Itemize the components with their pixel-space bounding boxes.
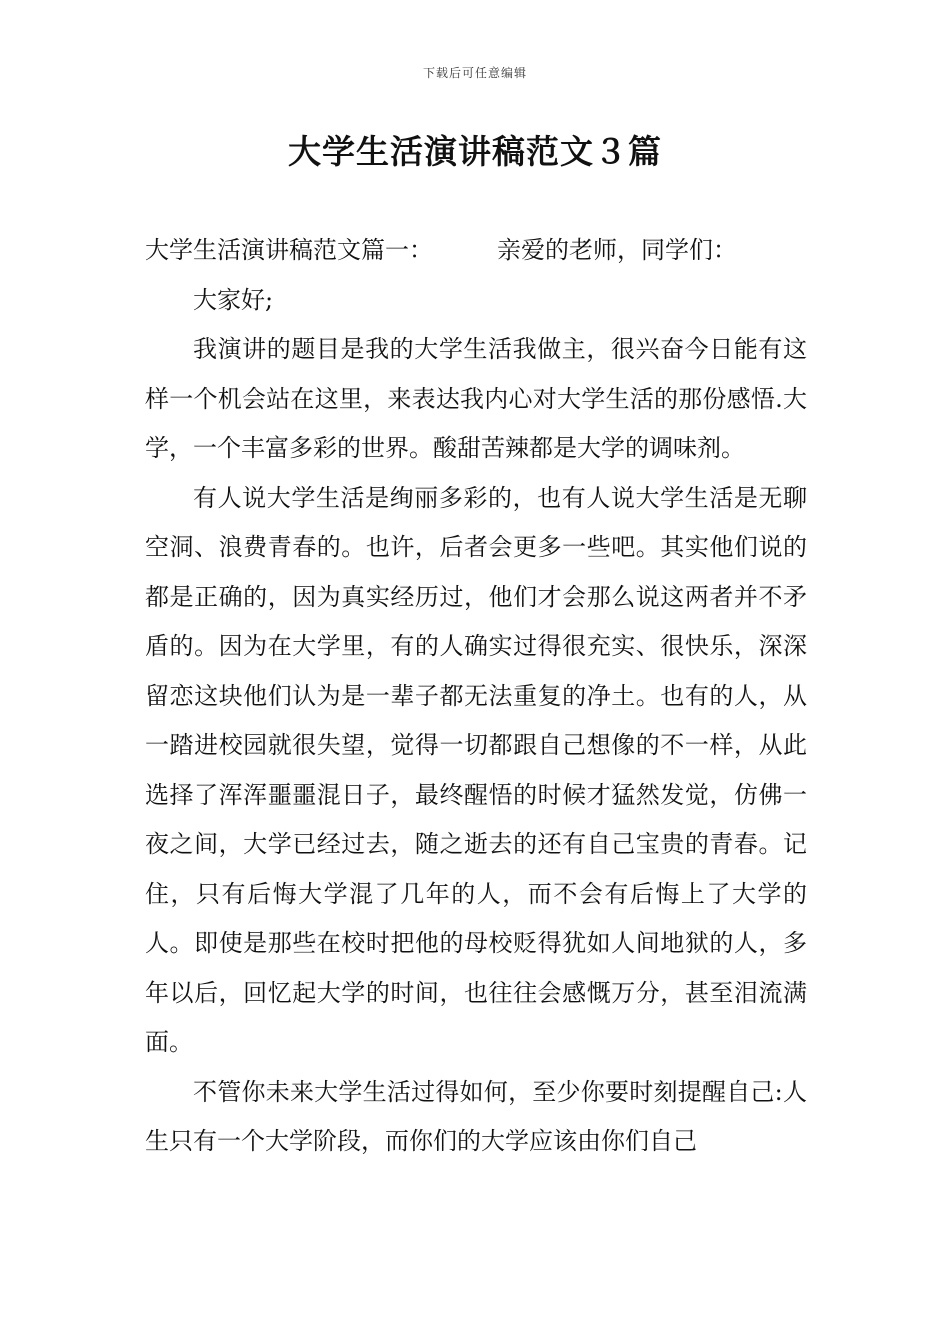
intro-line [145,226,807,276]
paragraph-opinions: 有人说大学生活是绚丽多彩的，也有人说大学生活是无聊空洞、浪费青春的。也许，后者会更多一些吧。其实他们说的都是正确的，因为真实经历过，他们才会那么说这两者并不矛盾的。因为在大学里，有的人确实过得很充实、很快乐，深深留恋这块他们认为是一辈子都无法重复的净土。也有的人，从一踏进校园就很失望，觉得一切都跟自己想像的不一样，从此选择了浑浑噩噩混日子，最终醒悟的时候才猛然发觉，仿佛一夜之间，大学已经过去，随之逝去的还有自己宝贵的青春。记住，只有后悔大学混了几年的人，而不会有后悔上了大学的人。即使是那些在校时把他的母校贬得犹如人间地狱的人，多年以后，回忆起大学的时间，也往往会感慨万分，甚至泪流满面。 [145,483,807,1056]
document-title: 大学生活演讲稿范文３篇 [288,132,662,171]
paragraph-topic: 我演讲的题目是我的大学生活我做主，很兴奋今日能有这样一个机会站在这里，来表达我内心对大学生活的那份感悟.大学，一个丰富多彩的世界。酸甜苦辣都是大学的调味剂。 [145,335,807,462]
document-body [145,226,807,1167]
paragraph-greeting: 大家好; [193,285,274,314]
header-note: 下载后可任意编辑 [422,66,527,80]
intro-label: 大学生活演讲稿范文篇一： [145,236,433,264]
paragraph-reminder: 不管你未来大学生活过得如何，至少你要时刻提醒自己:人生只有一个大学阶段，而你们的大学应该由你们自己 [145,1077,807,1155]
salutation: 亲爱的老师，同学们： [497,236,737,264]
